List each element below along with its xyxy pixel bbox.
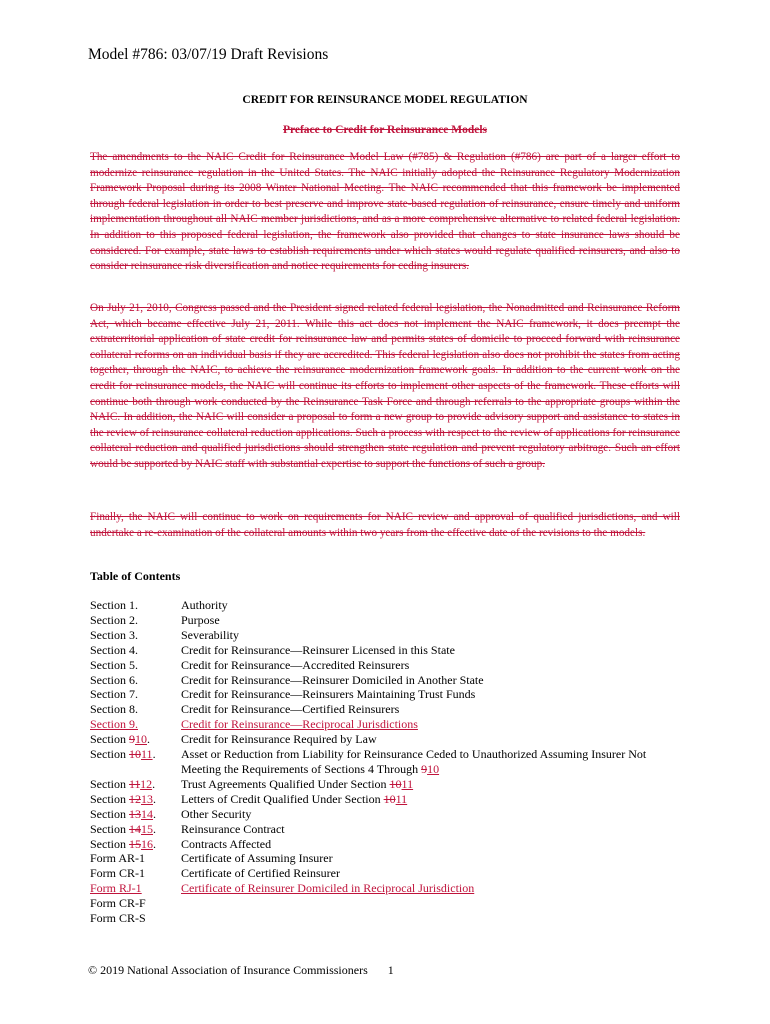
section-title-text: Certificate of Reinsurer Domiciled in Reciprocal Jurisdiction: [181, 881, 475, 896]
inserted-number: 16: [141, 836, 153, 851]
section-label: Section 7.: [90, 687, 138, 702]
section-title-text: Credit for Reinsurance—Reinsurer Domiciled in Another State: [181, 672, 484, 687]
toc-section-number: [90, 732, 181, 747]
page-footer: [88, 963, 394, 978]
section-label: .: [153, 836, 156, 851]
section-label: Section 4.: [90, 642, 138, 657]
toc-section-number: [90, 702, 181, 717]
inserted-number: 12: [140, 776, 153, 791]
section-label: Section 8.: [90, 702, 138, 717]
toc-section-number: [90, 792, 181, 807]
section-title-text: Credit for Reinsurance—Reinsurers Maintaining Trust Funds: [181, 687, 476, 702]
toc-section-number: [90, 673, 181, 688]
toc-row: [90, 792, 682, 807]
section-label: Section: [90, 836, 129, 851]
section-title-text: Credit for Reinsurance Required by Law: [181, 732, 377, 747]
toc-section-title: [181, 747, 682, 777]
toc-section-number: [90, 777, 181, 792]
toc-section-number: [90, 643, 181, 658]
section-label: Section 1.: [90, 598, 138, 612]
section-label: Section 6.: [90, 672, 138, 687]
table-of-contents: [90, 598, 682, 926]
toc-section-title: [181, 598, 682, 613]
toc-section-title: [181, 643, 682, 658]
toc-section-number: [90, 747, 181, 777]
deleted-number: 11: [129, 776, 141, 791]
inserted-number: 14: [141, 806, 153, 821]
toc-section-title: [181, 866, 682, 881]
toc-section-title: [181, 702, 682, 717]
section-label: .: [153, 791, 156, 806]
preface-title: Preface to Credit for Reinsurance Models: [282, 124, 488, 136]
toc-section-title: [181, 851, 682, 866]
section-title-text: Reinsurance Contract: [181, 821, 285, 836]
toc-section-title: [181, 792, 682, 807]
section-label: .: [152, 776, 156, 791]
toc-section-title: [181, 807, 682, 822]
section-title-text: Certificate of Assuming Insurer: [181, 851, 333, 866]
deleted-number: 10: [389, 776, 402, 791]
copyright-text: © 2019 National Association of Insurance Commissioners: [88, 963, 368, 977]
toc-section-title: [181, 613, 682, 628]
section-label: Form AR-1: [90, 851, 146, 866]
toc-section-title: [181, 911, 682, 926]
toc-section-title: [181, 822, 682, 837]
toc-section-title: [181, 777, 682, 792]
toc-row: [90, 673, 682, 688]
inserted-number: 10: [135, 732, 147, 747]
toc-row: [90, 598, 682, 613]
section-title-text: Credit for Reinsurance—Reinsurer Licensed in this State: [181, 642, 455, 657]
section-title-text: Credit for Reinsurance—Accredited Reinsurers: [181, 657, 410, 672]
toc-section-number: [90, 717, 181, 732]
section-label: Section: [90, 747, 129, 762]
toc-row: [90, 613, 682, 628]
toc-heading: Table of Contents: [90, 569, 181, 583]
section-label: .: [147, 732, 150, 747]
section-title-text: Asset or Reduction from Liability for Reinsurance Ceded to Unauthorized Assuming Insurer Not Meeting the Requirements of Sections 4 Through: [181, 747, 647, 776]
toc-section-number: [90, 822, 181, 837]
section-title-text: Contracts Affected: [181, 836, 272, 851]
section-title-text: Trust Agreements Qualified Under Section: [181, 776, 390, 791]
toc-row: [90, 851, 682, 866]
toc-section-number: [90, 598, 181, 613]
toc-section-number: [90, 658, 181, 673]
section-label: Section: [90, 732, 129, 747]
toc-section-title: [181, 658, 682, 673]
deleted-number: 13: [129, 806, 141, 821]
toc-row: [90, 732, 682, 747]
section-title-text: Purpose: [181, 612, 220, 627]
inserted-number: 11: [395, 791, 408, 806]
section-label: Section 5.: [90, 657, 138, 672]
toc-row: [90, 628, 682, 643]
toc-section-number: [90, 807, 181, 822]
deleted-number: 9: [129, 732, 135, 747]
preface-paragraph-2: On July 21, 2010, Congress passed and the President signed related federal legislation, the Nonadmitted and Reinsurance Reform Act, which became effective July 21, 2011. While this act does not implement the NAIC framework, it does preempt the extraterritorial application of state credit for reinsurance law and permits states of domicile to proceed forward with reinsurance collateral reforms on an individual basis if they are accredited. This federal legislation also does not prohibit the states from acting together, through the NAIC, to achieve the reinsurance modernization framework goals. In addition to the current work on the credit for reinsurance models, the NAIC will continue its efforts to implement other aspects of the framework. These efforts will continue both through work conducted by the Reinsurance Task Force and through referrals to the appropriate groups within the NAIC. In addition, the NAIC will consider a proposal to form a new group to provide advisory support and assistance to states in the review of reinsurance collateral reduction applications. Such a process with respect to the review of applications for reinsurance collateral reduction and qualified jurisdictions should strengthen state regulation and prevent regulatory arbitrage. Such an effort would be supported by NAIC staff with substantial expertise to support the functions of such a group.: [90, 302, 680, 470]
section-label: Form RJ-1: [90, 881, 142, 896]
toc-section-number: [90, 896, 181, 911]
toc-section-title: [181, 732, 682, 747]
section-title-text: Letters of Credit Qualified Under Section: [181, 791, 384, 806]
deleted-number: 12: [129, 791, 141, 806]
toc-row: [90, 896, 682, 911]
toc-row: [90, 822, 682, 837]
section-label: Section: [90, 806, 129, 821]
preface-paragraph-3: Finally, the NAIC will continue to work on requirements for NAIC review and approval of qualified jurisdictions, and will undertake a re-examination of the collateral amounts within two years from the effective date of the revisions to the models.: [90, 511, 680, 539]
section-title-text: Credit for Reinsurance—Reciprocal Jurisdictions: [181, 717, 418, 732]
toc-section-title: [181, 837, 682, 852]
inserted-number: 11: [401, 776, 414, 791]
toc-section-title: [181, 673, 682, 688]
toc-row: [90, 747, 682, 777]
section-label: Section: [90, 791, 129, 806]
toc-section-number: [90, 687, 181, 702]
section-title-text: Severability: [181, 627, 239, 642]
section-title-text: Authority: [181, 598, 228, 612]
deleted-number: 9: [421, 761, 428, 776]
section-title-text: Other Security: [181, 806, 252, 821]
toc-section-number: [90, 613, 181, 628]
toc-row: [90, 837, 682, 852]
section-label: Form CR-F: [90, 896, 146, 911]
section-title-text: Certificate of Certified Reinsurer: [181, 866, 340, 881]
toc-section-number: [90, 851, 181, 866]
toc-row: [90, 717, 682, 732]
deleted-number: 14: [129, 821, 141, 836]
inserted-number: 11: [141, 747, 153, 762]
toc-row: [90, 881, 682, 896]
deleted-number: 15: [129, 836, 141, 851]
section-label: Section 2.: [90, 612, 138, 627]
preface-paragraph-1: The amendments to the NAIC Credit for Reinsurance Model Law (#785) & Regulation (#786) are part of a larger effort to modernize reinsurance regulation in the United States. The NAIC initially adopted the Reinsurance Regulatory Modernization Framework Proposal during its 2008 Winter National Meeting. The NAIC recommended that this framework be implemented through federal legislation in order to best preserve and improve state-based regulation of reinsurance, ensure timely and uniform implementation throughout all NAIC member jurisdictions, and as a more comprehensive alternative to related federal legislation. In addition to this proposed federal legislation, the framework also provided that changes to state insurance laws should be considered. For example, state laws to establish requirements under which states would regulate qualified reinsurers, and also to consider reinsurance risk diversification and notice requirements for ceding insurers.: [90, 151, 680, 273]
toc-row: [90, 687, 682, 702]
section-label: Form CR-S: [90, 911, 146, 926]
toc-row: [90, 866, 682, 881]
section-title-text: Credit for Reinsurance—Certified Reinsurers: [181, 702, 400, 717]
section-label: .: [153, 806, 156, 821]
toc-section-title: [181, 896, 682, 911]
toc-section-title: [181, 687, 682, 702]
section-label: Section: [90, 821, 129, 836]
page-header: Model #786: 03/07/19 Draft Revisions: [88, 46, 329, 63]
section-label: Form CR-1: [90, 866, 146, 881]
section-label: Section 9.: [90, 717, 138, 732]
section-label: Section: [90, 776, 129, 791]
toc-section-number: [90, 866, 181, 881]
toc-row: [90, 807, 682, 822]
deleted-number: 10: [129, 747, 141, 762]
section-label: .: [152, 747, 156, 762]
toc-row: [90, 658, 682, 673]
inserted-number: 10: [427, 761, 440, 776]
toc-section-number: [90, 911, 181, 926]
toc-section-title: [181, 881, 682, 896]
toc-section-title: [181, 628, 682, 643]
deleted-number: 10: [383, 791, 396, 806]
toc-row: [90, 643, 682, 658]
toc-section-title: [181, 717, 682, 732]
document-title: CREDIT FOR REINSURANCE MODEL REGULATION: [242, 94, 528, 106]
toc-row: [90, 702, 682, 717]
toc-section-number: [90, 837, 181, 852]
toc-row: [90, 777, 682, 792]
toc-section-number: [90, 628, 181, 643]
toc-section-number: [90, 881, 181, 896]
inserted-number: 15: [141, 821, 153, 836]
page-number: 1: [387, 963, 394, 977]
toc-row: [90, 911, 682, 926]
section-label: Section 3.: [90, 627, 138, 642]
inserted-number: 13: [141, 791, 153, 806]
section-label: .: [153, 821, 156, 836]
